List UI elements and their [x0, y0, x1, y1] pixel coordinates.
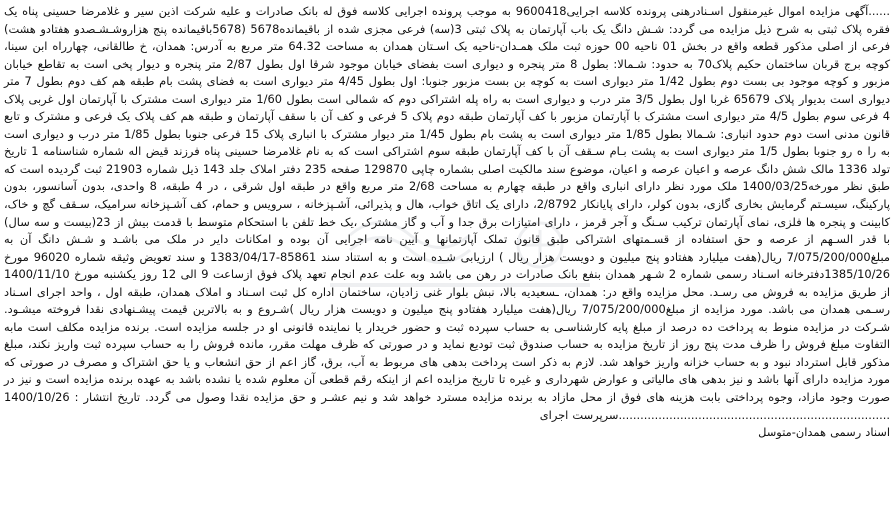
auction-notice	[4, 3, 890, 508]
notice-body-text: ......آگهی مزایده اموال غیرمنقول اسـنادرهنی پرونده کلاسه اجرایی9600418 به موجب پرونده اجرایی کلاسه فوق له بانک صادرات و علیه شرکت اذین سیر و غلامرضا حسینی پناه یک فقره پلاک ثبتی به شرح ذیل مزایده می گردد: شـش دانگ یک باب آپارتمان به پلاک ثبتی 3(سه) فرعی مجزی شده از باقیمانده5678 (5678باقیمانده پنج هزاروشـشـصدو هفتادو هشت) فرعی از اصلی مذکور قطعه واقع در بخش 01 ناحیه 00 حوزه ثبت ملک همـدان-ناحیه یک اسـتان همدان به مساحت 64.32 متر مربع به آدرس: همدان، خ طالقانی، چهارراه ابن سینا، کوچه برج قربان ساختمان حکیم پلاک70 به حدود: شـمالا: بطول 8 متر پنجره و دیواری است بفضای خیابان موجود شرقا اول بطول 2/87 متر پنجره و دیوار پخی است به تقاطع خیابان مزبور و کوچه موجود بی بست دوم بطول 1/42 متر دیواری است به کوچه بن بست مزبور جنوبا: اول بطول 4/45 متر دیواری است به فضای پشت بام طبقه هم کف دوم بطول 7 متر دیواری است بدیوار پلاک 65679 غربا اول بطول 3/5 متر درب و دیواری است به راه پله اشتراکی دوم که شمالی است بطول 1/60 متر دیواری است مشترک با آپارتمان اول غربی پلاک 4 فرعی سوم بطول 4/5 متر دیواری است مشترک با آپارتمان مزبور با کف آپارتمان طبقه دوم پلاک 5 فرعی و کف آن با سقف آپارتمان و طبقه هم کف پلاک یک فرعی و مشترک و تابع قانون مدنی است دوم حدود انباری: شـمالا بطول 1/85 متر دیواری است به پشت بام بطول 1/45 متر دیوار مشترک با انباری پلاک 15 فرعی جنوبا بطول 1/85 متر درب و دیواری است به را ه رو جنوبا بطول 1/5 متر دیواری است به پشت بـام سـقف آن با کف آپارتمان طبقه سوم اشتراکی است که به نام غلامرضا حسینی پناه فرزند قیض اله شماره شناسنامه 1 تاریخ تولد 1336 مالک شش دانگ عرصه و اعیان عرصه و اعیان، موضوع سند مالکیت اصلی بشماره چاپی 129870 صفحه 235 دفتر املاک جلد 143 ذیل شماره 21903 ثبت گردیده است که طبق نظر مورخه1400/03/25 ملک مورد نظر دارای انباری واقع در طبقه چهارم به مساحت 2/68 متر مربع واقع در طبقه اول شرقی ، در 4 طبقه، 8 واحدی، بدون آسانسور، بدون پارکینگ، سیسـتم گرمایش بخاری گازی، بدون کولر، دارای پایانکار 2/8792، دارای یک اتاق خواب، هال و پذیرائی، آشـپزخانه ، سرویس و حمام، کف آشـپزخانه سرامیک، سـقف گچ و خاک، کابینت و پنجره ها فلزی، نمای آپارتمان ترکیب سـنگ و آجر قرمز ، دارای امتیازات برق جدا و آب و گاز مشترک ،یک خط تلفن با استحکام متوسط با قدمت بیش از 23(بیست و سه سال) با قدر السـهم از عرصه و حق استفاده از قسـمتهای اشتراکی طبق قانون تملک آپارتمانها و آیین نامه اجرایی آن بوده و امکانات دایر در ملک می باشـد و شـش دانگ آن به مبلغ7/075/200/000 ریال(هفت میلیارد هفتادو پنج میلیون و دویست هزار ریال ) ارزیابی شـده است و به استناد سند 85861-1383/04/17 و سند تعویض وثیقه شماره 96020 مورخ 1385/10/26دفترخانه اسـناد رسمی شماره 2 شـهر همدان بنفع بانک صادرات در رهن می باشد وبه علت عدم انجام تعهد پلاک فوق ازساعت 9 الی 12 روز یکشنبه مورخ 1400/11/10 از طریق مزایده به فروش می رسـد. محل مزایده واقع در: همدان، ـسعیدیه بالا، نبش بلوار غنی زادیان، ساختمان اداره کل ثبت اسـناد و املاک همدان، طبقه اول ، واحد اجرای اسـناد رسـمی همدان می باشد. مورد مزایده از مبلغ7/075/200/000 ریال(هفت میلیارد هفتادو پنج میلیون و دویست هزار ریال )شـروع و به بالاترین قیمت پیشـنهادی نقدا فروخته میشـود. شـرکت در مزایده منوط به پرداخت ده درصد از مبلغ پایه کارشناسـی به حساب سپرده ثبت و حضور خریدار یا نماینده قانونی او در جلسه مزایده است. برنده مزایده مکلف است مابه التفاوت مبلغ فروش را ظرف مدت پنج روز از تاریخ مزایده به حساب صندوق ثبت تودیع نماید و در صورتی که ظرف مهلت مقرر، مانده فروش را به حساب سپرده ثبت واریز نکند، مبلغ مذکور قابل استرداد نبود و به حساب خزانه واریز خواهد شد. لازم به ذکر است پرداخت بدهی های مربوط به آب، برق، گاز اعم از حق انشعاب و یا حق اشتراک و مصرف در صورتی که مورد مزایده دارای آنها باشد و نیز بدهی های مالیاتی و عوارض شهرداری و غیره تا تاریخ مزایده اعم از اینکه رقم قطعی آن معلوم شده یا نشده باشد به عهده برنده مزایده است و نیز در صورت وجود مازاد، وجوه پرداختی بابت هزینه های فوق از محل مازاد به برنده مزایده مسترد خواهد شد و نیم عشـر و حق مزایده نقدا وصول می گردد. تاریخ انتشار : 1400/10/26 ...........................................................................سرپرست اجرای	[4, 4, 891, 422]
notice-signature-line: اسناد رسمی همدان-متوسل	[758, 425, 890, 440]
